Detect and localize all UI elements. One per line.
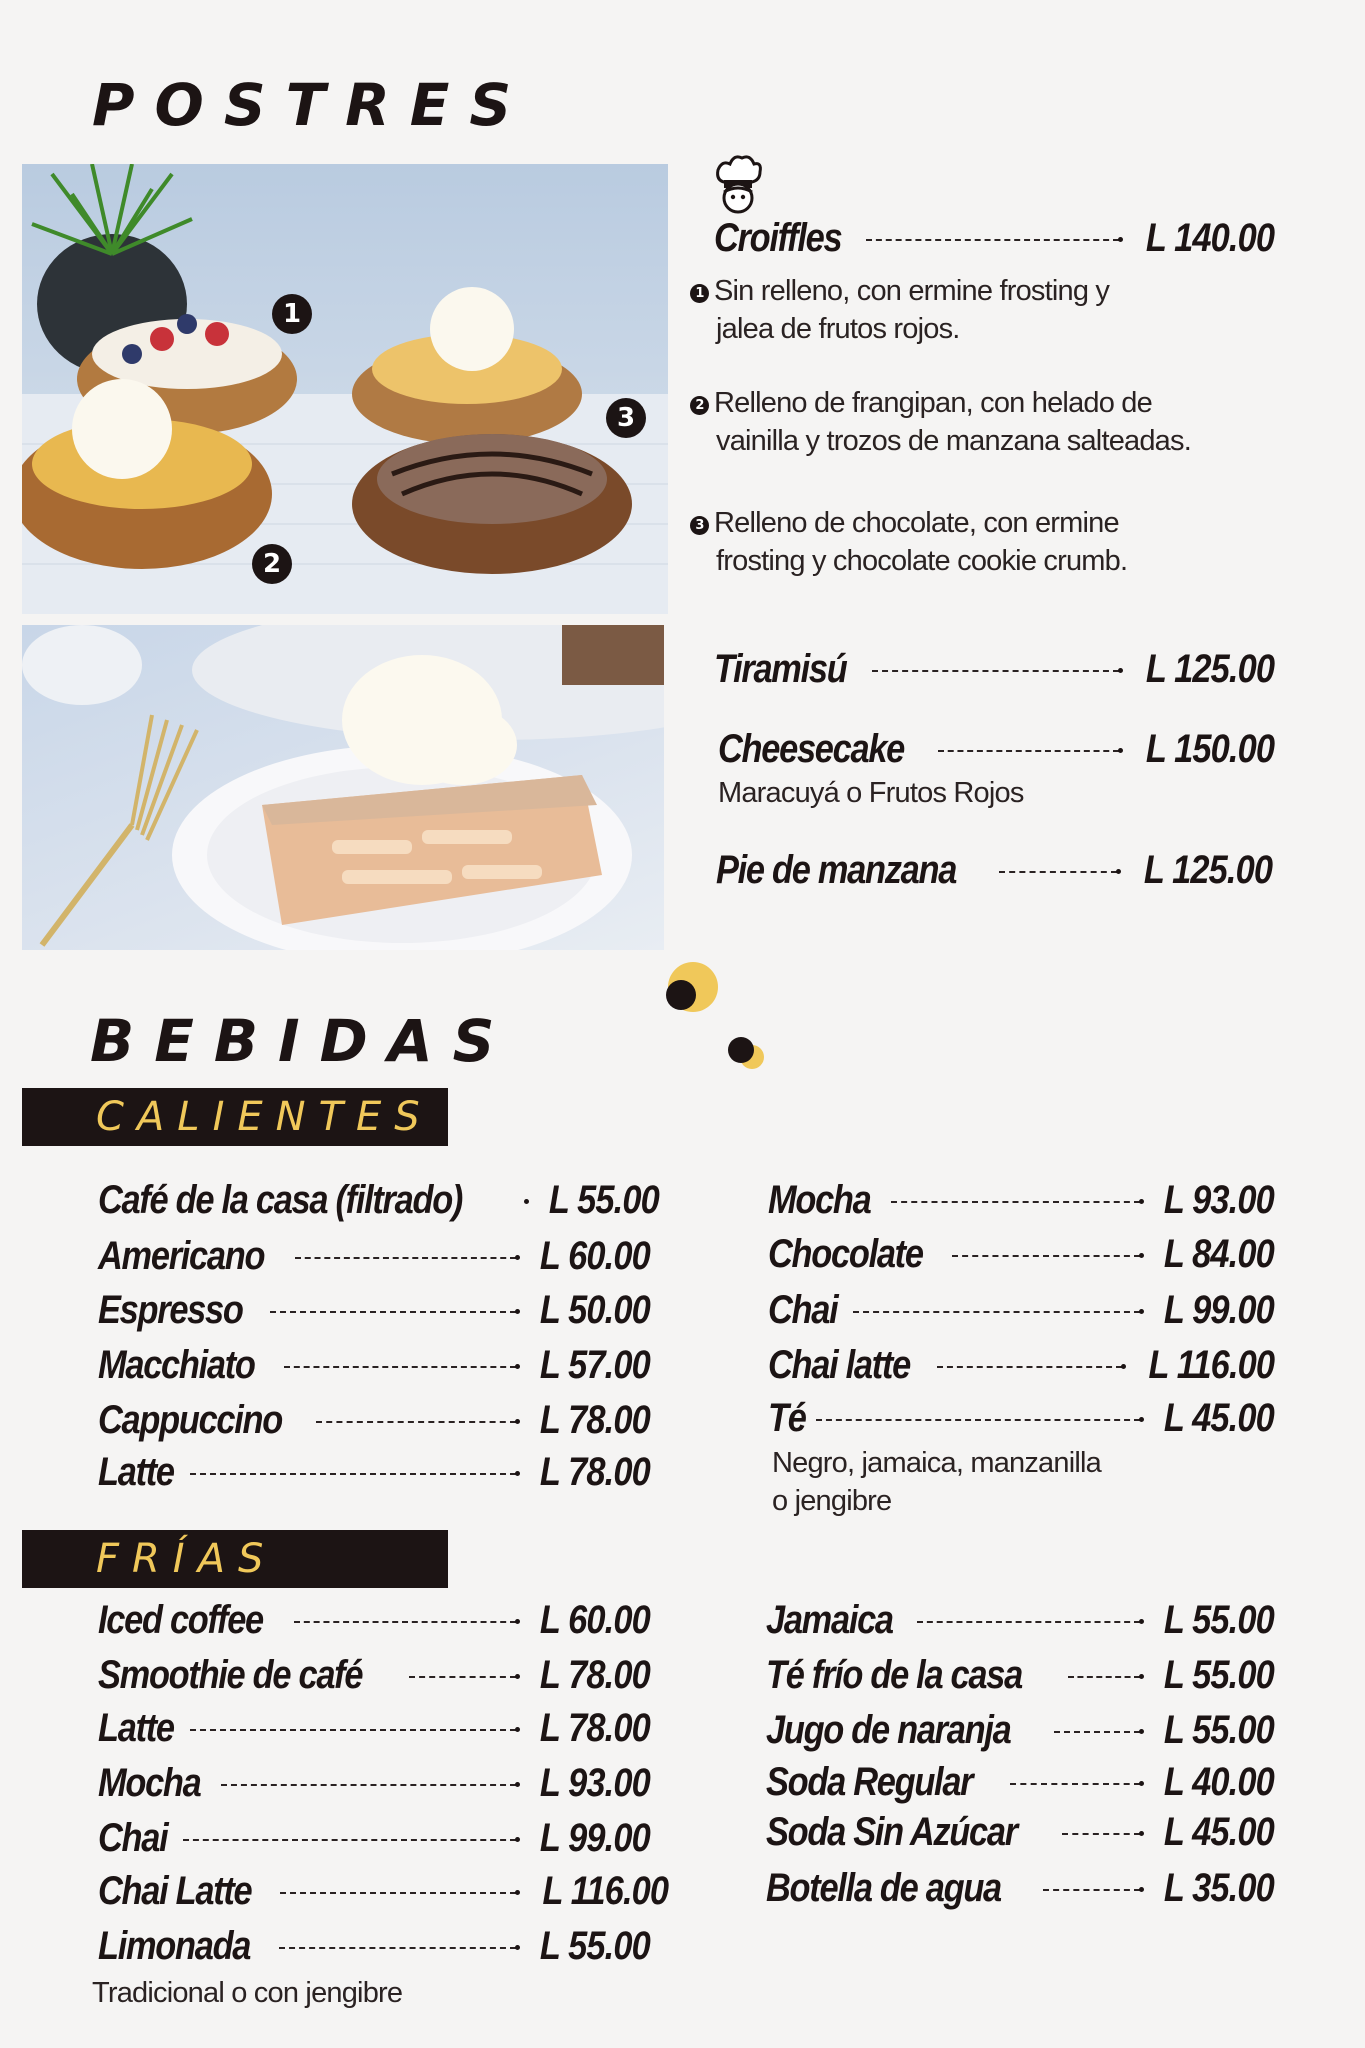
dotted-leader: [937, 1366, 1122, 1368]
croiffle-option-2: 2 Relleno de frangipan, con helado de vainilla y trozos de manzana salteadas.: [690, 384, 1191, 460]
item-price: L 99.00: [1163, 1288, 1274, 1332]
bebidas-title: BEBIDAS: [90, 1007, 515, 1075]
item-name: Jamaica: [766, 1598, 893, 1642]
menu-item-croiffles: [714, 216, 1274, 261]
item-name: Té frío de la casa: [766, 1653, 1022, 1697]
menu-item: [766, 1866, 1274, 1911]
dotted-leader: [294, 1621, 516, 1623]
item-price: L 35.00: [1163, 1866, 1274, 1910]
item-price: L 55.00: [1163, 1653, 1274, 1697]
item-price: L 125.00: [1145, 647, 1274, 691]
item-price: L 50.00: [539, 1288, 650, 1332]
dotted-leader: [183, 1839, 516, 1841]
item-name: Latte: [98, 1706, 174, 1750]
menu-item: [98, 1178, 660, 1223]
menu-item: [766, 1810, 1274, 1855]
item-name: Botella de agua: [766, 1866, 1001, 1910]
menu-item: [768, 1232, 1274, 1277]
item-price: L 78.00: [539, 1398, 650, 1442]
item-name: Jugo de naranja: [766, 1708, 1011, 1752]
dotted-leader: [409, 1676, 516, 1678]
menu-item: [766, 1653, 1274, 1698]
item-price: L 93.00: [1163, 1178, 1274, 1222]
dotted-leader: [284, 1366, 516, 1368]
dotted-leader: [999, 871, 1117, 873]
item-price: L 57.00: [539, 1343, 650, 1387]
cheesecake-note: Maracuyá o Frutos Rojos: [718, 777, 1024, 809]
menu-item: [768, 1396, 1274, 1441]
menu-item: [98, 1398, 650, 1443]
dotted-leader: [866, 239, 1119, 241]
item-price: L 40.00: [1163, 1760, 1274, 1804]
item-name: Limonada: [98, 1924, 251, 1968]
chef-icon: [712, 152, 764, 214]
dotted-leader: [279, 1947, 516, 1949]
dotted-leader: [816, 1419, 1140, 1421]
item-name: Té: [768, 1396, 806, 1440]
menu-item: [98, 1816, 650, 1861]
item-name: Cheesecake: [718, 727, 905, 771]
item-price: L 150.00: [1145, 727, 1274, 771]
item-name: Chai: [768, 1288, 838, 1332]
dotted-leader: [1062, 1833, 1140, 1835]
croiffle-option-3: 3 Relleno de chocolate, con ermine frosting y chocolate cookie crumb.: [690, 504, 1127, 580]
item-name: Espresso: [98, 1288, 243, 1332]
croiffle-option-1: 1 Sin relleno, con ermine frosting y jalea de frutos rojos.: [690, 272, 1109, 348]
dotted-leader: [938, 750, 1119, 752]
menu-item: [98, 1653, 650, 1698]
item-price: L 125.00: [1143, 848, 1272, 892]
item-name: Mocha: [768, 1178, 871, 1222]
dotted-leader: [1054, 1731, 1140, 1733]
item-price: L 99.00: [539, 1816, 650, 1860]
item-name: Latte: [98, 1450, 174, 1494]
menu-item: [768, 1178, 1274, 1223]
item-name: Pie de manzana: [716, 848, 957, 892]
menu-item: [766, 1598, 1274, 1643]
frias-band: [22, 1530, 448, 1588]
menu-item: [98, 1869, 668, 1914]
dotted-leader: [316, 1421, 516, 1423]
dotted-leader: [270, 1311, 516, 1313]
item-price: L 45.00: [1163, 1396, 1274, 1440]
menu-item-pie-de-manzana: [716, 848, 1272, 893]
item-price: L 140.00: [1145, 216, 1274, 260]
item-name: Chai latte: [768, 1343, 910, 1387]
calientes-label: CALIENTES: [96, 1094, 433, 1140]
menu-item: [98, 1288, 650, 1333]
menu-item: [766, 1760, 1274, 1805]
croiffles-illustration: [22, 164, 668, 614]
item-name: Croiffles: [714, 216, 842, 260]
menu-item-tiramisu: [714, 647, 1274, 692]
dotted-leader: [280, 1892, 515, 1894]
dotted-leader: [221, 1784, 516, 1786]
item-name: Chocolate: [768, 1232, 923, 1276]
number-2-icon: 2: [690, 396, 709, 415]
item-name: Cappuccino: [98, 1398, 282, 1442]
item-name: Smoothie de café: [98, 1653, 363, 1697]
item-price: L 55.00: [1163, 1598, 1274, 1642]
photo-marker-3: 3: [606, 398, 646, 438]
item-name: Soda Regular: [766, 1760, 973, 1804]
item-price: L 78.00: [539, 1706, 650, 1750]
menu-item: [98, 1343, 650, 1388]
menu-item: [98, 1450, 650, 1495]
menu-item-cheesecake: [718, 727, 1274, 772]
pie-illustration: [22, 625, 664, 950]
menu-item: [766, 1708, 1274, 1753]
dotted-leader: [1043, 1889, 1140, 1891]
item-name: Mocha: [98, 1761, 201, 1805]
dotted-leader: [1010, 1783, 1140, 1785]
item-name: Chai: [98, 1816, 168, 1860]
item-price: L 55.00: [549, 1178, 660, 1222]
item-price: L 93.00: [539, 1761, 650, 1805]
item-price: L 116.00: [542, 1869, 668, 1913]
menu-item: [98, 1598, 650, 1643]
photo-marker-2: 2: [252, 544, 292, 584]
item-price: L 116.00: [1148, 1343, 1274, 1387]
dotted-leader: [1068, 1676, 1140, 1678]
item-price: L 60.00: [539, 1234, 650, 1278]
dotted-leader: [190, 1473, 516, 1475]
limonada-note: Tradicional o con jengibre: [92, 1977, 403, 2009]
dotted-leader: [952, 1255, 1140, 1257]
item-price: L 60.00: [539, 1598, 650, 1642]
pie-photo: [22, 625, 664, 950]
number-1-icon: 1: [690, 284, 709, 303]
te-note: Negro, jamaica, manzanilla o jengibre: [772, 1447, 1101, 1517]
item-price: L 55.00: [539, 1924, 650, 1968]
item-price: L 78.00: [539, 1450, 650, 1494]
item-name: Iced coffee: [98, 1598, 263, 1642]
item-name: Café de la casa (filtrado): [98, 1178, 463, 1222]
item-name: Soda Sin Azúcar: [766, 1810, 1017, 1854]
postres-title: POSTRES: [92, 71, 532, 139]
item-price: L 55.00: [1163, 1708, 1274, 1752]
dotted-leader: [872, 670, 1119, 672]
item-name: Americano: [98, 1234, 265, 1278]
item-price: L 45.00: [1163, 1810, 1274, 1854]
menu-item: [98, 1924, 650, 1969]
item-name: Chai Latte: [98, 1869, 252, 1913]
calientes-band: [22, 1088, 448, 1146]
item-price: L 84.00: [1163, 1232, 1274, 1276]
dotted-leader: [917, 1621, 1140, 1623]
dotted-leader: [891, 1201, 1140, 1203]
item-name: Tiramisú: [714, 647, 847, 691]
croiffles-photo: [22, 164, 668, 614]
menu-item: [768, 1288, 1274, 1333]
dotted-leader: [295, 1257, 516, 1259]
item-price: L 78.00: [539, 1653, 650, 1697]
decorative-dot-dark-large: [666, 980, 696, 1010]
dotted-leader: [190, 1729, 516, 1731]
decorative-dot-dark-small: [728, 1037, 754, 1063]
menu-item: [768, 1343, 1274, 1388]
item-name: Macchiato: [98, 1343, 255, 1387]
menu-item: [98, 1761, 650, 1806]
menu-item: [98, 1234, 650, 1279]
dotted-leader: [853, 1311, 1140, 1313]
number-3-icon: 3: [690, 516, 709, 535]
photo-marker-1: 1: [272, 294, 312, 334]
frias-label: FRÍAS: [96, 1536, 277, 1582]
menu-item: [98, 1706, 650, 1751]
